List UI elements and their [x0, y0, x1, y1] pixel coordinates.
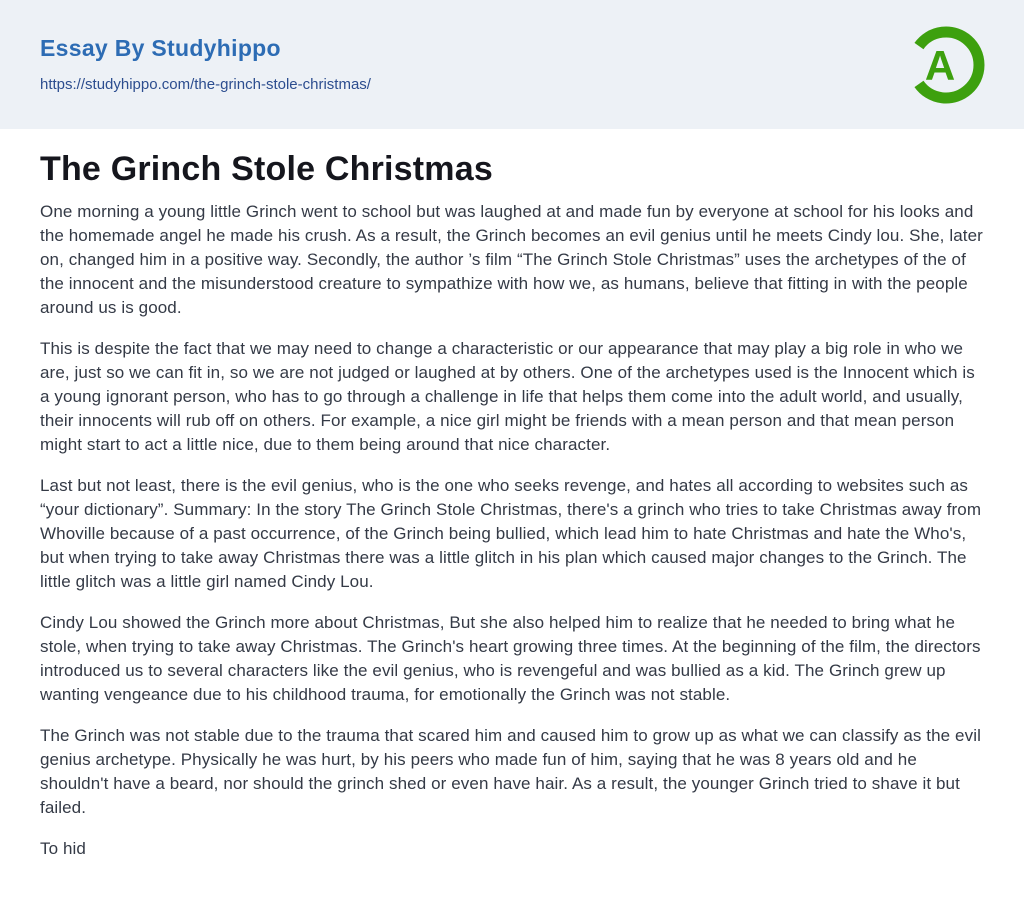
- studyhippo-logo-icon: [906, 25, 986, 105]
- essay-content: [0, 129, 1024, 861]
- essay-paragraph-2: This is despite the fact that we may need to change a characteristic or our appearance that may play a big role in who we are, just so we can fit in, so we are not judged or laughed at by others. One of the archetypes used is the Innocent which is a young ignorant person, who has to go through a challenge in life that helps them come into the adult world, and usually, their innocents will rub off on others. For example, a nice girl might be friends with a mean person and that mean person might start to act a little nice, due to them being around that nice character.: [40, 339, 975, 455]
- page-header: [0, 0, 1024, 129]
- source-url-link[interactable]: https://studyhippo.com/the-grinch-stole-christmas/: [40, 76, 371, 93]
- essay-title: The Grinch Stole Christmas: [40, 150, 493, 188]
- essay-paragraph-1: One morning a young little Grinch went to school but was laughed at and made fun by everyone at school for his looks and the homemade angel he made his crush. As a result, the Grinch becomes an evil genius until he meets Cindy lou. She, later on, changed him in a positive way. Secondly, the author ’s film “The Grinch Stole Christmas” uses the archetypes of the of the innocent and the misunderstood creature to sympathize with how we, as humans, believe that fitting in with the people around us is good.: [40, 202, 983, 318]
- site-title: Essay By Studyhippo: [40, 35, 281, 61]
- header-text-block: [40, 37, 371, 92]
- essay-paragraph-4: Cindy Lou showed the Grinch more about Christmas, But she also helped him to realize that he needed to bring what he stole, when trying to take away Christmas. The Grinch's heart growing three times. At the beginning of the film, the directors introduced us to several characters like the evil genius, who is revengeful and was bullied as a kid. The Grinch grew up wanting vengeance due to his childhood trauma, for emotionally the Grinch was not stable.: [40, 613, 981, 705]
- essay-paragraph-5: The Grinch was not stable due to the trauma that scared him and caused him to grow up as what we can classify as the evil genius archetype. Physically he was hurt, by his peers who made fun of him, saying that he was 8 years old and he shouldn't have a beard, nor should the grinch shed or even have hair. As a result, the younger Grinch tried to shave it but failed.: [40, 726, 981, 818]
- essay-paragraph-3: Last but not least, there is the evil genius, who is the one who seeks revenge, and hates all according to websites such as “your dictionary”. Summary: In the story The Grinch Stole Christmas, there's a grinch who tries to take Christmas away from Whoville because of a past occurrence, of the Grinch being bullied, which lead him to hate Christmas and hate the Who's, but when trying to take away Christmas there was a little glitch in his plan which caused major changes to the Grinch. The little glitch was a little girl named Cindy Lou.: [40, 476, 982, 592]
- essay-paragraph-truncated: To hid: [40, 839, 86, 859]
- logo-letter: A: [924, 41, 956, 89]
